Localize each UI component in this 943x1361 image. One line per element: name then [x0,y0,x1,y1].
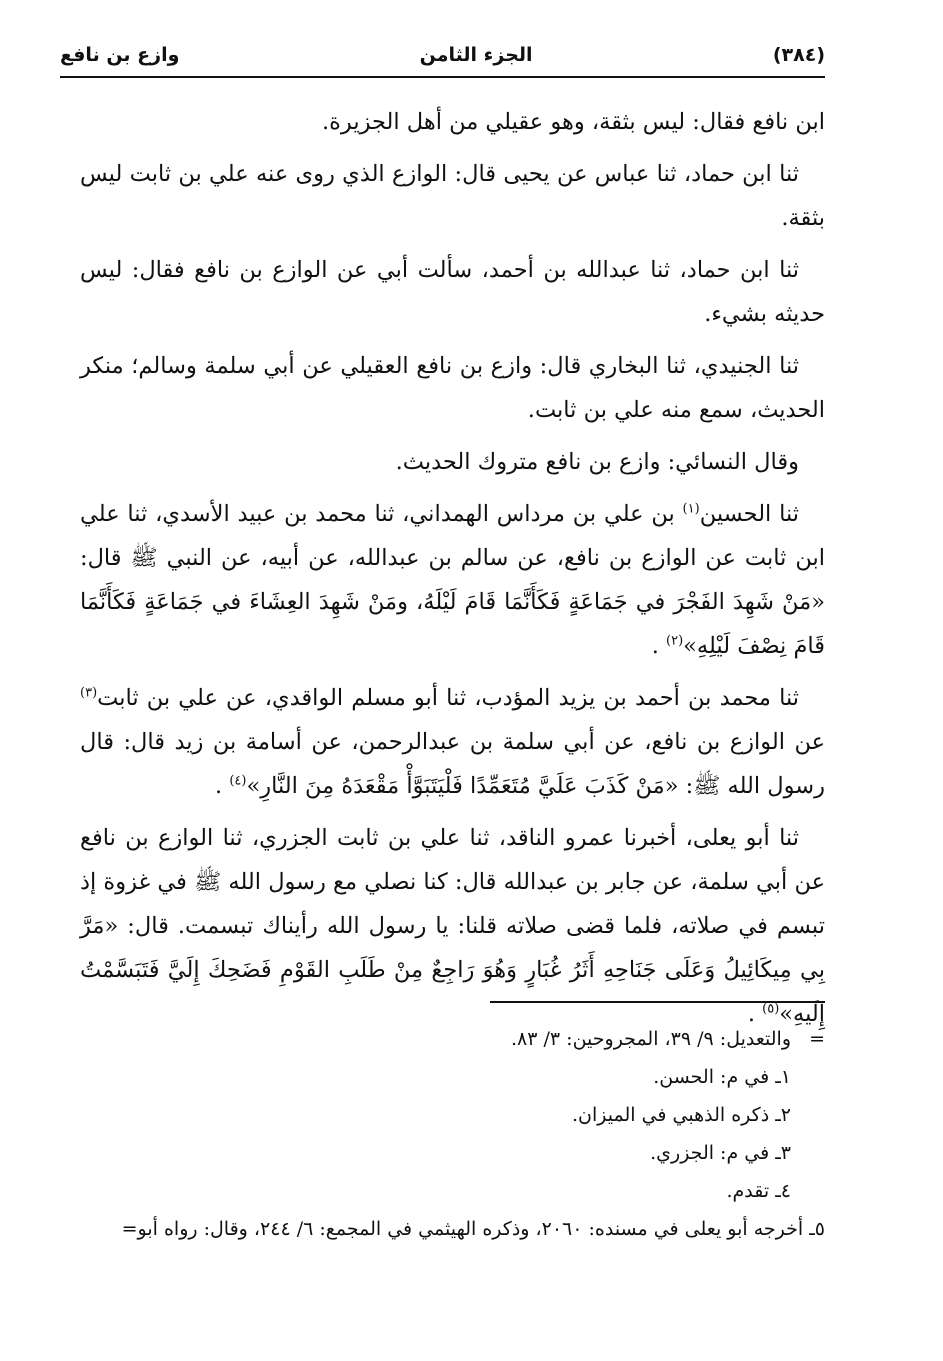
hadith-1-tail: . [651,633,667,659]
paragraph-3: ثنا ابن حماد، ثنا عبدالله بن أحمد، سألت أبي عن الوازع بن نافع فقال: ليس حديثه بشيء. [80,257,825,327]
continuation-mark: = [809,1028,825,1050]
footnotes [80,1020,825,1248]
continuation-text: والتعديل: ٩/ ٣٩، المجروحين: ٣/ ٨٣. [511,1028,791,1050]
hadith-1-start: ثنا الحسين [699,501,800,527]
hadith-paragraph-3 [80,816,825,1036]
page-header [60,38,825,78]
footnote-ref-2[interactable]: (٢) [666,633,684,649]
footnote-5: ٥ـ أخرجه أبو يعلى في مسنده: ٢٠٦٠، وذكره الهيثمي في المجمع: ٦/ ٢٤٤، وقال: رواه أبو= [121,1218,825,1240]
entry-name: وازع بن نافع [60,44,180,66]
hadith-paragraph-1 [80,492,825,668]
paragraph-5: وقال النسائي: وازع بن نافع متروك الحديث. [395,449,799,475]
footnote-ref-1[interactable]: (١) [682,501,700,517]
footnote-3: ٣ـ في م: الجزري. [650,1142,791,1164]
footnote-continuation [80,1020,825,1058]
hadith-2-text: عن الوازع بن نافع، عن أبي سلمة بن عبدالرحمن، عن أسامة بن زيد قال: قال رسول الله ﷺ: «مَنْ كَذَبَ عَلَيَّ مُتَعَمِّدًا فَلْيَتَبَوَّأْ مَقْعَدَهُ مِنَ النَّارِ» [80,729,825,799]
section-title: الجزء الثامن [419,44,533,66]
paragraph-1: ابن نافع فقال: ليس بثقة، وهو عقيلي من أهل الجزيرة. [321,109,825,135]
main-text [80,100,825,1044]
footnote-1: ١ـ في م: الحسن. [653,1066,791,1088]
hadith-2-start: ثنا محمد بن أحمد بن يزيد المؤدب، ثنا أبو مسلم الواقدي، عن علي بن ثابت [97,685,799,711]
footnote-ref-3[interactable]: (٣) [80,685,98,701]
hadith-1-text: بن علي بن مرداس الهمداني، ثنا محمد بن عبيد الأسدي، ثنا علي ابن ثابت عن الوازع بن نافع، عن سالم بن عبدالله، عن أبيه، عن النبي ﷺ قال: «مَنْ شَهِدَ الفَجْرَ في جَمَاعَةٍ فَكَأَنَّمَا قَامَ لَيْلَهُ، ومَنْ شَهِدَ العِشَاءَ في جَمَاعَةٍ فَكَأَنَّمَا قَامَ نِصْفَ لَيْلِهِ» [80,501,825,659]
hadith-3-text: ثنا أبو يعلى، أخبرنا عمرو الناقد، ثنا علي بن ثابت الجزري، ثنا الوازع بن نافع عن أبي سلمة، عن جابر بن عبدالله قال: كنا نصلي مع رسول الله ﷺ في غزوة إذ تبسم في صلاته، فلما قضى صلاته قلنا: يا رسول الله رأيناك تبسمت. قال: «مَرَّ بِي مِيكَائِيلُ وَعَلَى جَنَاحِهِ أَثَرُ غُبَارٍ وَهُوَ رَاجِعٌ مِنْ طَلَبِ القَوْمِ فَضَحِكَ إِلَيَّ فَتَبَسَّمْتُ إِلَيهِ» [80,825,825,1027]
footnote-ref-5[interactable]: (٥) [762,1001,780,1017]
paragraph-2: ثنا ابن حماد، ثنا عباس عن يحيى قال: الوازع الذي روى عنه علي بن ثابت ليس بثقة. [80,161,825,231]
footnote-divider [490,1001,825,1003]
paragraph-4: ثنا الجنيدي، ثنا البخاري قال: وازع بن نافع العقيلي عن أبي سلمة وسالم؛ منكر الحديث، سمع منه علي بن ثابت. [80,353,825,423]
footnote-ref-4[interactable]: (٤) [229,773,247,789]
hadith-2-tail: . [215,773,230,799]
hadith-paragraph-2 [80,676,825,808]
footnote-4: ٤ـ تقدم. [726,1180,791,1202]
footnote-2: ٢ـ ذكره الذهبي في الميزان. [572,1104,791,1126]
page-number: (٣٨٤) [772,44,825,66]
hadith-3-tail: . [747,1001,763,1027]
